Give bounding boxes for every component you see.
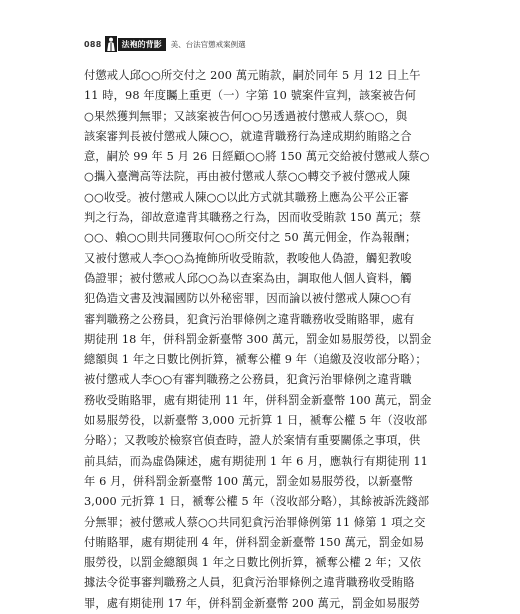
text-line: 付懲戒人邱○○所交付之 200 萬元賄款，嗣於同年 5 月 12 日上午 <box>84 69 421 82</box>
text-line: 被付懲戒人李○○有審判職務之公務員，犯貪污治罪條例之違背職 <box>84 373 412 387</box>
text-line: 服勞役，以罰金總額與 1 年之日數比例折算，褫奪公權 2 年；又依 <box>84 556 422 570</box>
text-line: 分略）；又教唆於檢察官偵查時，證人於案情有重要關係之事項，供 <box>84 434 421 448</box>
page-number: 088 <box>84 39 102 49</box>
text-line: ○攜入臺灣高等法院，再由被付懲戒人蔡○○轉交予被付懲戒人陳 <box>84 170 411 184</box>
text-line: 期徒刑 18 年，併科罰金新臺幣 300 萬元，罰金如易服勞役，以罰金 <box>84 332 432 346</box>
text-line: 該案審判長被付懲戒人陳○○，就違背職務行為達成期約賄賂之合 <box>84 129 412 143</box>
text-line: 又被付懲戒人李○○為掩飾所收受賄款，教唆他人偽證，觸犯教唆 <box>84 251 412 265</box>
text-line: ○果然獲判無罪；又該案被告何○○另透過被付懲戒人蔡○○，與 <box>84 109 408 123</box>
body-text <box>84 66 446 614</box>
text-line: 年 6 月，併科罰金新臺幣 100 萬元，罰金如易服勞役，以新臺幣 <box>84 474 413 488</box>
text-line: ○○、賴○○則共同獲取何○○所交付之 50 萬元佣金，作為報酬； <box>84 231 417 245</box>
book-logo-icon <box>105 36 117 52</box>
chapter-title: 美、台法官懲戒案例選 <box>170 39 246 49</box>
text-line: 11 時，98 年度矚上重更（一）字第 10 號案件宣判，該案被告何 <box>84 89 417 103</box>
text-line: 分無罪；被付懲戒人蔡○○共同犯貪污治罪條例第 11 條第 1 項之交 <box>84 515 426 529</box>
book-title: 法袍的背影 <box>118 38 166 51</box>
text-line: 3,000 元折算 1 日，褫奪公權 5 年（沒收部分略），其餘被訴洗錢部 <box>84 495 430 509</box>
text-line: 付賄賂罪，處有期徒刑 4 年，併科罰金新臺幣 150 萬元，罰金如易 <box>84 535 425 549</box>
text-line: 前具結，而為虛偽陳述，處有期徒刑 1 年 6 月，應執行有期徒刑 11 <box>84 454 428 468</box>
text-line: 如易服勞役，以新臺幣 3,000 元折算 1 日，褫奪公權 5 年（沒收部 <box>84 414 428 428</box>
text-line: 意，嗣於 99 年 5 月 26 日經顧○○將 150 萬元交給被付懲戒人蔡○ <box>84 150 430 164</box>
text-line: 務收受賄賂罪，處有期徒刑 11 年，併科罰金新臺幣 100 萬元，罰金 <box>84 393 432 407</box>
book-title-block <box>105 36 166 52</box>
running-header <box>84 36 246 52</box>
text-line: 犯偽造文書及洩漏國防以外秘密罪，因而論以被付懲戒人陳○○有 <box>84 292 412 306</box>
text-line: 審判職務之公務員，犯貪污治罪條例之違背職務收受賄賂罪，處有 <box>84 312 415 326</box>
text-line: 罪，處有期徒刑 17 年，併科罰金新臺幣 200 萬元，罰金如易服勞 <box>84 596 421 610</box>
text-line: ○○收受。被付懲戒人陳○○以此方式就其職務上應為公平公正審 <box>84 190 409 204</box>
text-line: 據法令從事審判職務之人員，犯貪污治罪條例之違背職務收受賄賂 <box>84 576 415 590</box>
text-line: 判之行為，卻故意違背其職務之行為，因而收受賄款 150 萬元；蔡 <box>84 211 421 225</box>
text-line: 總額與 1 年之日數比例折算，褫奪公權 9 年（追繳及沒收部分略）； <box>84 353 427 367</box>
text-line: 偽證罪；被付懲戒人邱○○為以查案為由，調取他人個人資料，觸 <box>84 271 412 285</box>
